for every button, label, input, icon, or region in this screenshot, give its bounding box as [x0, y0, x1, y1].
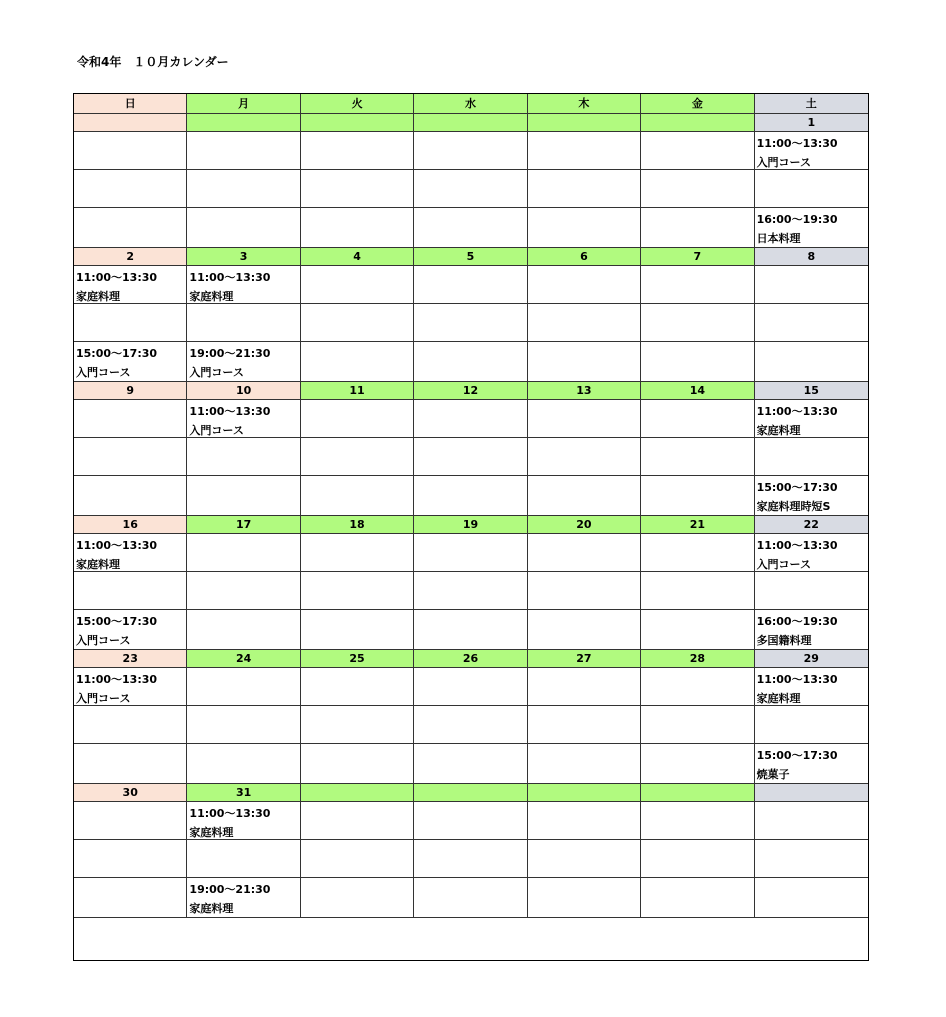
day-number: 23	[74, 650, 187, 668]
day-number: 25	[301, 650, 414, 668]
empty-slot	[528, 668, 641, 706]
empty-slot	[528, 744, 641, 784]
empty-slot	[414, 878, 527, 918]
empty-slot	[187, 304, 300, 342]
day-number	[414, 114, 527, 132]
empty-slot	[74, 400, 187, 438]
class-course: 家庭料理	[189, 902, 234, 915]
empty-slot	[301, 266, 414, 304]
day-number: 12	[414, 382, 527, 400]
empty-slot	[528, 266, 641, 304]
class-course: 入門コース	[189, 366, 244, 379]
class-course: 焼菓子	[756, 768, 790, 781]
day-number: 26	[414, 650, 527, 668]
day-number: 11	[301, 382, 414, 400]
empty-slot	[528, 534, 641, 572]
day-number	[528, 114, 641, 132]
class-slot	[755, 132, 868, 170]
empty-slot	[187, 170, 300, 208]
day-number	[414, 784, 527, 802]
empty-slot	[187, 744, 300, 784]
empty-slot	[528, 878, 641, 918]
class-course: 多国籍料理	[756, 634, 812, 647]
empty-slot	[74, 132, 187, 170]
weekday-header: 木	[528, 94, 641, 114]
empty-slot	[301, 132, 414, 170]
empty-slot	[528, 342, 641, 382]
empty-slot	[641, 476, 754, 516]
empty-slot	[755, 170, 868, 208]
empty-slot	[74, 170, 187, 208]
empty-slot	[187, 840, 300, 878]
day-number: 31	[187, 784, 300, 802]
class-time: 16:00〜19:30	[756, 213, 838, 226]
empty-slot	[414, 342, 527, 382]
empty-slot	[641, 438, 754, 476]
empty-slot	[414, 534, 527, 572]
day-number	[755, 784, 868, 802]
calendar-sheet	[73, 93, 869, 961]
class-slot	[187, 802, 300, 840]
class-time: 11:00〜13:30	[756, 405, 838, 418]
class-course: 家庭料理	[756, 692, 801, 705]
empty-slot	[187, 476, 300, 516]
class-time: 11:00〜13:30	[189, 271, 271, 284]
class-slot	[187, 878, 300, 918]
day-number: 16	[74, 516, 187, 534]
empty-slot	[528, 170, 641, 208]
empty-slot	[414, 840, 527, 878]
empty-slot	[187, 572, 300, 610]
empty-slot	[301, 208, 414, 248]
empty-slot	[301, 610, 414, 650]
day-number: 14	[641, 382, 754, 400]
empty-slot	[74, 706, 187, 744]
empty-slot	[414, 170, 527, 208]
class-slot	[187, 266, 300, 304]
empty-slot	[301, 840, 414, 878]
empty-slot	[641, 668, 754, 706]
day-number	[187, 114, 300, 132]
day-number: 6	[528, 248, 641, 266]
day-number: 1	[755, 114, 868, 132]
empty-slot	[755, 342, 868, 382]
day-number: 30	[74, 784, 187, 802]
empty-slot	[641, 534, 754, 572]
day-number: 15	[755, 382, 868, 400]
day-number: 5	[414, 248, 527, 266]
day-number: 29	[755, 650, 868, 668]
class-slot	[755, 744, 868, 784]
empty-slot	[414, 668, 527, 706]
class-course: 家庭料理	[76, 290, 120, 303]
class-time: 15:00〜17:30	[756, 481, 838, 494]
empty-slot	[187, 208, 300, 248]
weekday-header: 日	[74, 94, 187, 114]
empty-slot	[641, 208, 754, 248]
empty-slot	[301, 744, 414, 784]
empty-slot	[414, 572, 527, 610]
class-slot	[755, 400, 868, 438]
class-time: 15:00〜17:30	[76, 615, 158, 628]
empty-slot	[641, 342, 754, 382]
empty-slot	[755, 878, 868, 918]
day-number	[301, 114, 414, 132]
day-number: 3	[187, 248, 300, 266]
class-time: 11:00〜13:30	[76, 673, 158, 686]
empty-slot	[74, 572, 187, 610]
class-time: 11:00〜13:30	[76, 271, 158, 284]
empty-slot	[528, 802, 641, 840]
empty-slot	[301, 878, 414, 918]
class-slot	[187, 342, 300, 382]
empty-slot	[755, 572, 868, 610]
class-time: 11:00〜13:30	[756, 673, 838, 686]
empty-slot	[301, 706, 414, 744]
empty-slot	[528, 610, 641, 650]
empty-slot	[641, 572, 754, 610]
empty-slot	[641, 802, 754, 840]
class-course: 家庭料理時短S	[756, 500, 831, 513]
empty-slot	[74, 840, 187, 878]
empty-slot	[74, 304, 187, 342]
class-course: 家庭料理	[756, 424, 801, 437]
day-number: 18	[301, 516, 414, 534]
weekday-header: 金	[641, 94, 754, 114]
day-number	[641, 114, 754, 132]
day-number: 9	[74, 382, 187, 400]
day-number	[301, 784, 414, 802]
day-number	[528, 784, 641, 802]
empty-slot	[414, 802, 527, 840]
day-number: 4	[301, 248, 414, 266]
empty-slot	[528, 208, 641, 248]
empty-slot	[187, 706, 300, 744]
class-time: 16:00〜19:30	[756, 615, 838, 628]
class-course: 家庭料理	[189, 826, 234, 839]
empty-slot	[414, 706, 527, 744]
class-slot	[74, 266, 187, 304]
day-number: 27	[528, 650, 641, 668]
empty-slot	[641, 132, 754, 170]
class-course: 家庭料理	[189, 290, 234, 303]
class-slot	[74, 668, 187, 706]
class-slot	[755, 476, 868, 516]
class-time: 11:00〜13:30	[189, 405, 271, 418]
class-slot	[755, 208, 868, 248]
calendar-grid	[74, 94, 868, 918]
empty-slot	[414, 438, 527, 476]
empty-slot	[755, 438, 868, 476]
empty-slot	[528, 706, 641, 744]
empty-slot	[755, 706, 868, 744]
class-course: 入門コース	[756, 156, 812, 169]
empty-slot	[641, 170, 754, 208]
empty-slot	[641, 400, 754, 438]
class-slot	[755, 610, 868, 650]
weekday-header: 水	[414, 94, 527, 114]
empty-slot	[74, 744, 187, 784]
day-number	[74, 114, 187, 132]
day-number: 21	[641, 516, 754, 534]
class-time: 19:00〜21:30	[189, 347, 271, 360]
empty-slot	[187, 668, 300, 706]
empty-slot	[74, 878, 187, 918]
class-time: 11:00〜13:30	[76, 539, 158, 552]
empty-slot	[74, 438, 187, 476]
empty-slot	[301, 802, 414, 840]
empty-slot	[414, 400, 527, 438]
empty-slot	[528, 304, 641, 342]
empty-slot	[528, 840, 641, 878]
day-number: 20	[528, 516, 641, 534]
empty-slot	[74, 208, 187, 248]
empty-slot	[301, 572, 414, 610]
class-slot	[187, 400, 300, 438]
empty-slot	[414, 132, 527, 170]
empty-slot	[301, 342, 414, 382]
class-time: 19:00〜21:30	[189, 883, 271, 896]
empty-slot	[301, 170, 414, 208]
empty-slot	[641, 266, 754, 304]
day-number: 19	[414, 516, 527, 534]
empty-slot	[755, 304, 868, 342]
class-course: 日本料理	[756, 232, 801, 245]
day-number: 17	[187, 516, 300, 534]
empty-slot	[414, 304, 527, 342]
day-number: 8	[755, 248, 868, 266]
empty-slot	[414, 744, 527, 784]
class-slot	[755, 668, 868, 706]
class-time: 11:00〜13:30	[189, 807, 271, 820]
empty-slot	[641, 304, 754, 342]
empty-slot	[528, 572, 641, 610]
empty-slot	[755, 802, 868, 840]
class-slot	[755, 534, 868, 572]
day-number: 2	[74, 248, 187, 266]
class-time: 11:00〜13:30	[756, 137, 838, 150]
empty-slot	[641, 610, 754, 650]
empty-slot	[414, 208, 527, 248]
class-slot	[74, 610, 187, 650]
class-slot	[74, 534, 187, 572]
weekday-header: 火	[301, 94, 414, 114]
class-course: 入門コース	[76, 634, 131, 647]
day-number: 13	[528, 382, 641, 400]
class-time: 15:00〜17:30	[76, 347, 158, 360]
empty-slot	[301, 304, 414, 342]
empty-slot	[641, 706, 754, 744]
class-course: 入門コース	[189, 424, 244, 437]
empty-slot	[528, 438, 641, 476]
class-time: 11:00〜13:30	[756, 539, 838, 552]
empty-slot	[187, 534, 300, 572]
empty-slot	[414, 266, 527, 304]
day-number: 24	[187, 650, 300, 668]
class-course: 家庭料理	[76, 558, 120, 571]
empty-slot	[187, 132, 300, 170]
empty-slot	[187, 610, 300, 650]
page-title: 令和4年 １０月カレンダー	[77, 55, 229, 69]
empty-slot	[641, 840, 754, 878]
weekday-header: 土	[755, 94, 868, 114]
empty-slot	[414, 476, 527, 516]
class-time: 15:00〜17:30	[756, 749, 838, 762]
day-number	[641, 784, 754, 802]
empty-slot	[301, 438, 414, 476]
empty-slot	[528, 476, 641, 516]
empty-slot	[301, 534, 414, 572]
class-course: 入門コース	[76, 692, 131, 705]
weekday-header: 月	[187, 94, 300, 114]
class-course: 入門コース	[76, 366, 131, 379]
empty-slot	[301, 668, 414, 706]
class-slot	[74, 342, 187, 382]
day-number: 10	[187, 382, 300, 400]
empty-slot	[74, 476, 187, 516]
empty-slot	[74, 802, 187, 840]
empty-slot	[414, 610, 527, 650]
empty-slot	[641, 744, 754, 784]
day-number: 28	[641, 650, 754, 668]
empty-slot	[755, 840, 868, 878]
empty-slot	[755, 266, 868, 304]
empty-slot	[528, 132, 641, 170]
empty-slot	[187, 438, 300, 476]
empty-slot	[301, 400, 414, 438]
empty-slot	[528, 400, 641, 438]
empty-slot	[301, 476, 414, 516]
class-course: 入門コース	[756, 558, 812, 571]
day-number: 7	[641, 248, 754, 266]
day-number: 22	[755, 516, 868, 534]
empty-slot	[641, 878, 754, 918]
